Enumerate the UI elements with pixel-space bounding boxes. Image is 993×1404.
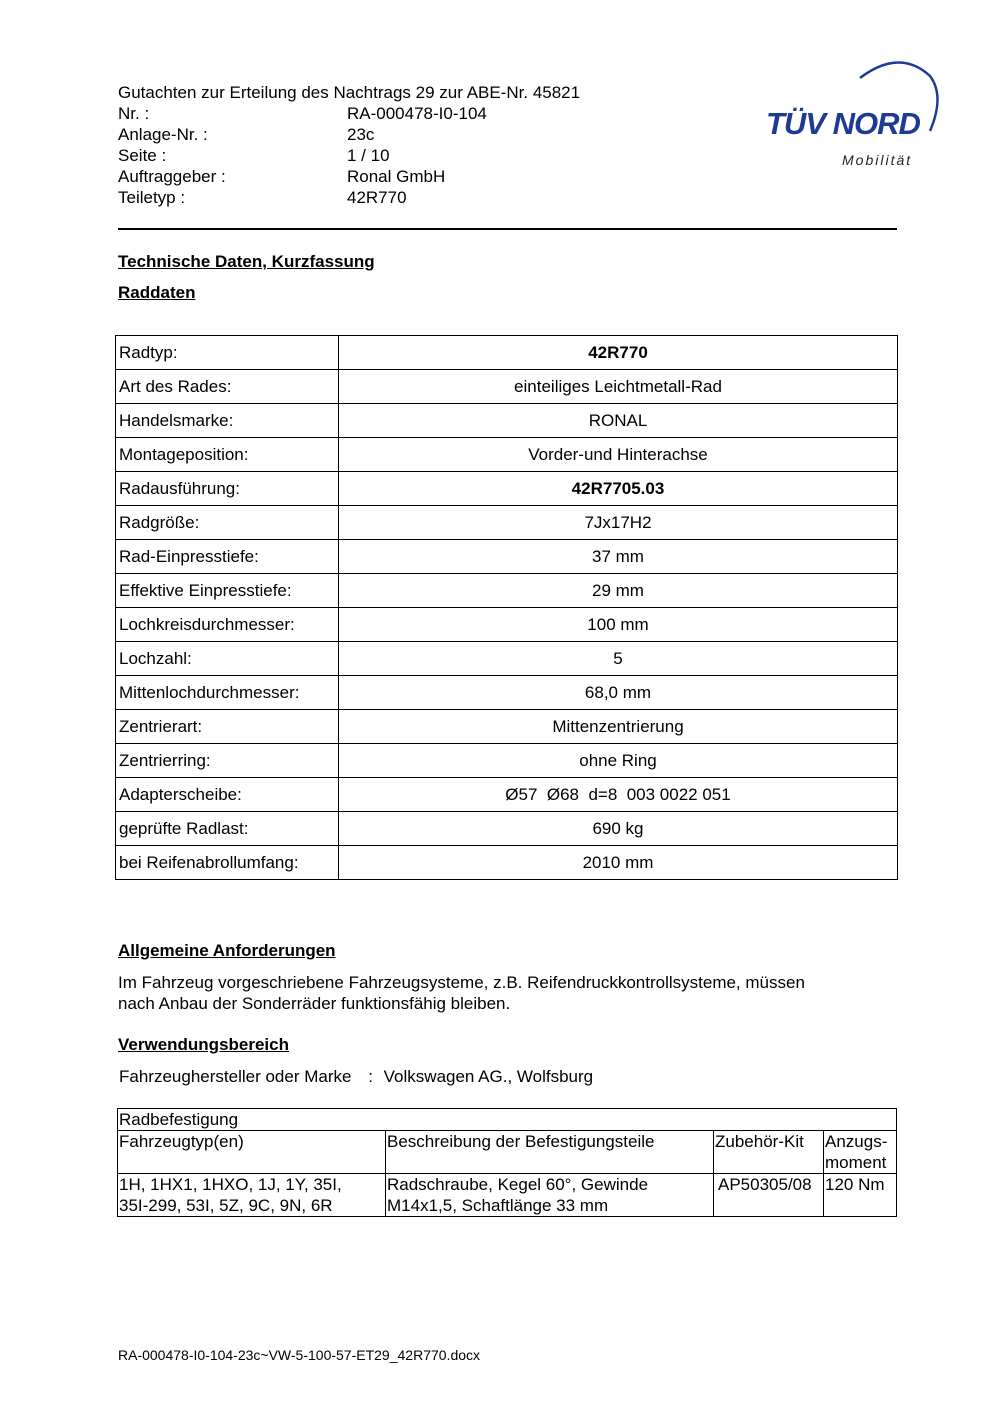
row-label: Zentrierart: — [116, 710, 339, 744]
table-row — [116, 506, 898, 540]
row-value: einteiliges Leichtmetall-Rad — [339, 370, 898, 404]
cell-anzugsmoment: 120 Nm — [824, 1174, 897, 1217]
row-label: Lochzahl: — [116, 642, 339, 676]
row-value: Mittenzentrierung — [339, 710, 898, 744]
logo-brand: TÜV NORD — [766, 106, 920, 141]
hersteller-label: Fahrzeughersteller oder Marke — [119, 1067, 352, 1086]
logo-subtitle: Mobilität — [842, 152, 913, 168]
anforderungen-text — [118, 972, 898, 1014]
header-value: Ronal GmbH — [347, 167, 446, 186]
table-title: Radbefestigung — [118, 1109, 897, 1131]
row-label: geprüfte Radlast: — [116, 812, 339, 846]
header-label: Auftraggeber : — [118, 167, 226, 186]
header-label: Nr. : — [118, 104, 150, 123]
cell-line: Radschraube, Kegel 60°, Gewinde — [387, 1175, 649, 1194]
anforderungen-line: Im Fahrzeug vorgeschriebene Fahrzeugsysteme, z.B. Reifendruckkontrollsysteme, müssen — [118, 973, 805, 992]
hersteller-value: Volkswagen AG., Wolfsburg — [383, 1067, 594, 1086]
radbefestigung-table — [117, 1108, 897, 1217]
header-anzugsmoment — [824, 1131, 897, 1174]
table-row — [118, 1109, 897, 1131]
header-value: 42R770 — [347, 188, 407, 207]
header-field-teiletyp — [0, 187, 700, 208]
header-value: 23c — [347, 125, 375, 144]
row-value: 42R7705.03 — [339, 472, 898, 506]
row-value: RONAL — [339, 404, 898, 438]
hersteller-separator: : — [368, 1067, 373, 1086]
table-row — [116, 370, 898, 404]
row-label: Rad-Einpresstiefe: — [116, 540, 339, 574]
row-value: 29 mm — [339, 574, 898, 608]
cell-line: 1H, 1HX1, 1HXO, 1J, 1Y, 35I, — [119, 1175, 342, 1194]
row-label: Montageposition: — [116, 438, 339, 472]
header-beschreibung: Beschreibung der Befestigungsteile — [386, 1131, 714, 1174]
header-anzugsmoment-line: moment — [825, 1153, 887, 1172]
header-label: Seite : — [118, 146, 167, 165]
row-label: Effektive Einpresstiefe: — [116, 574, 339, 608]
table-row — [116, 574, 898, 608]
header-field-anlage — [0, 124, 700, 145]
table-row — [116, 472, 898, 506]
row-label: Zentrierring: — [116, 744, 339, 778]
table-row — [116, 404, 898, 438]
row-label: Mittenlochdurchmesser: — [116, 676, 339, 710]
header-label: Teiletyp : — [118, 188, 186, 207]
table-row — [118, 1174, 897, 1217]
cell-beschreibung — [386, 1174, 714, 1217]
header-label: Anlage-Nr. : — [118, 125, 208, 144]
row-label: Radgröße: — [116, 506, 339, 540]
table-row — [116, 642, 898, 676]
table-row — [116, 438, 898, 472]
row-label: Lochkreisdurchmesser: — [116, 608, 339, 642]
row-value: 5 — [339, 642, 898, 676]
table-row — [116, 608, 898, 642]
cell-line: M14x1,5, Schaftlänge 33 mm — [387, 1196, 609, 1215]
row-value: ohne Ring — [339, 744, 898, 778]
header-anzugsmoment-line: Anzugs- — [825, 1132, 888, 1151]
row-value: Ø57 Ø68 d=8 003 0022 051 — [339, 778, 898, 812]
row-label: Radausführung: — [116, 472, 339, 506]
table-row — [116, 812, 898, 846]
table-row — [116, 710, 898, 744]
document-title: Gutachten zur Erteilung des Nachtrags 29 zur ABE-Nr. 45821 — [118, 83, 581, 102]
table-row — [116, 778, 898, 812]
footer-filename: RA-000478-I0-104-23c~VW-5-100-57-ET29_42R770.docx — [118, 1347, 481, 1363]
table-row — [116, 846, 898, 880]
header-divider — [118, 228, 897, 230]
verwendung-title: Verwendungsbereich — [118, 1035, 289, 1054]
row-value: Vorder-und Hinterachse — [339, 438, 898, 472]
row-value: 2010 mm — [339, 846, 898, 880]
row-value: 68,0 mm — [339, 676, 898, 710]
row-value: 42R770 — [339, 336, 898, 370]
raddaten-table — [115, 335, 898, 880]
header-value: RA-000478-I0-104 — [347, 104, 487, 123]
header-field-auftraggeber — [0, 166, 700, 187]
section-title: Technische Daten, Kurzfassung — [118, 252, 375, 271]
row-label: Art des Rades: — [116, 370, 339, 404]
row-label: Adapterscheibe: — [116, 778, 339, 812]
table-row — [116, 336, 898, 370]
cell-zubehoer-kit: AP50305/08 — [714, 1174, 824, 1217]
anforderungen-line: nach Anbau der Sonderräder funktionsfähig bleiben. — [118, 994, 511, 1013]
header-value: 1 / 10 — [347, 146, 390, 165]
hersteller-line — [119, 1067, 593, 1087]
header-field-seite — [0, 145, 700, 166]
row-label: Handelsmarke: — [116, 404, 339, 438]
section-subtitle: Raddaten — [118, 283, 196, 302]
cell-line: 35I-299, 53I, 5Z, 9C, 9N, 6R — [119, 1196, 333, 1215]
row-label: Radtyp: — [116, 336, 339, 370]
row-value: 690 kg — [339, 812, 898, 846]
cell-fahrzeugtyp — [118, 1174, 386, 1217]
table-row — [116, 744, 898, 778]
header-zubehoer-kit: Zubehör-Kit — [714, 1131, 824, 1174]
table-row — [116, 540, 898, 574]
table-header-row — [118, 1131, 897, 1174]
anforderungen-title: Allgemeine Anforderungen — [118, 941, 336, 960]
header-field-nr — [0, 103, 700, 124]
row-value: 100 mm — [339, 608, 898, 642]
row-label: bei Reifenabrollumfang: — [116, 846, 339, 880]
row-value: 37 mm — [339, 540, 898, 574]
tuv-nord-logo — [760, 56, 950, 176]
row-value: 7Jx17H2 — [339, 506, 898, 540]
table-row — [116, 676, 898, 710]
header-fahrzeugtyp: Fahrzeugtyp(en) — [118, 1131, 386, 1174]
